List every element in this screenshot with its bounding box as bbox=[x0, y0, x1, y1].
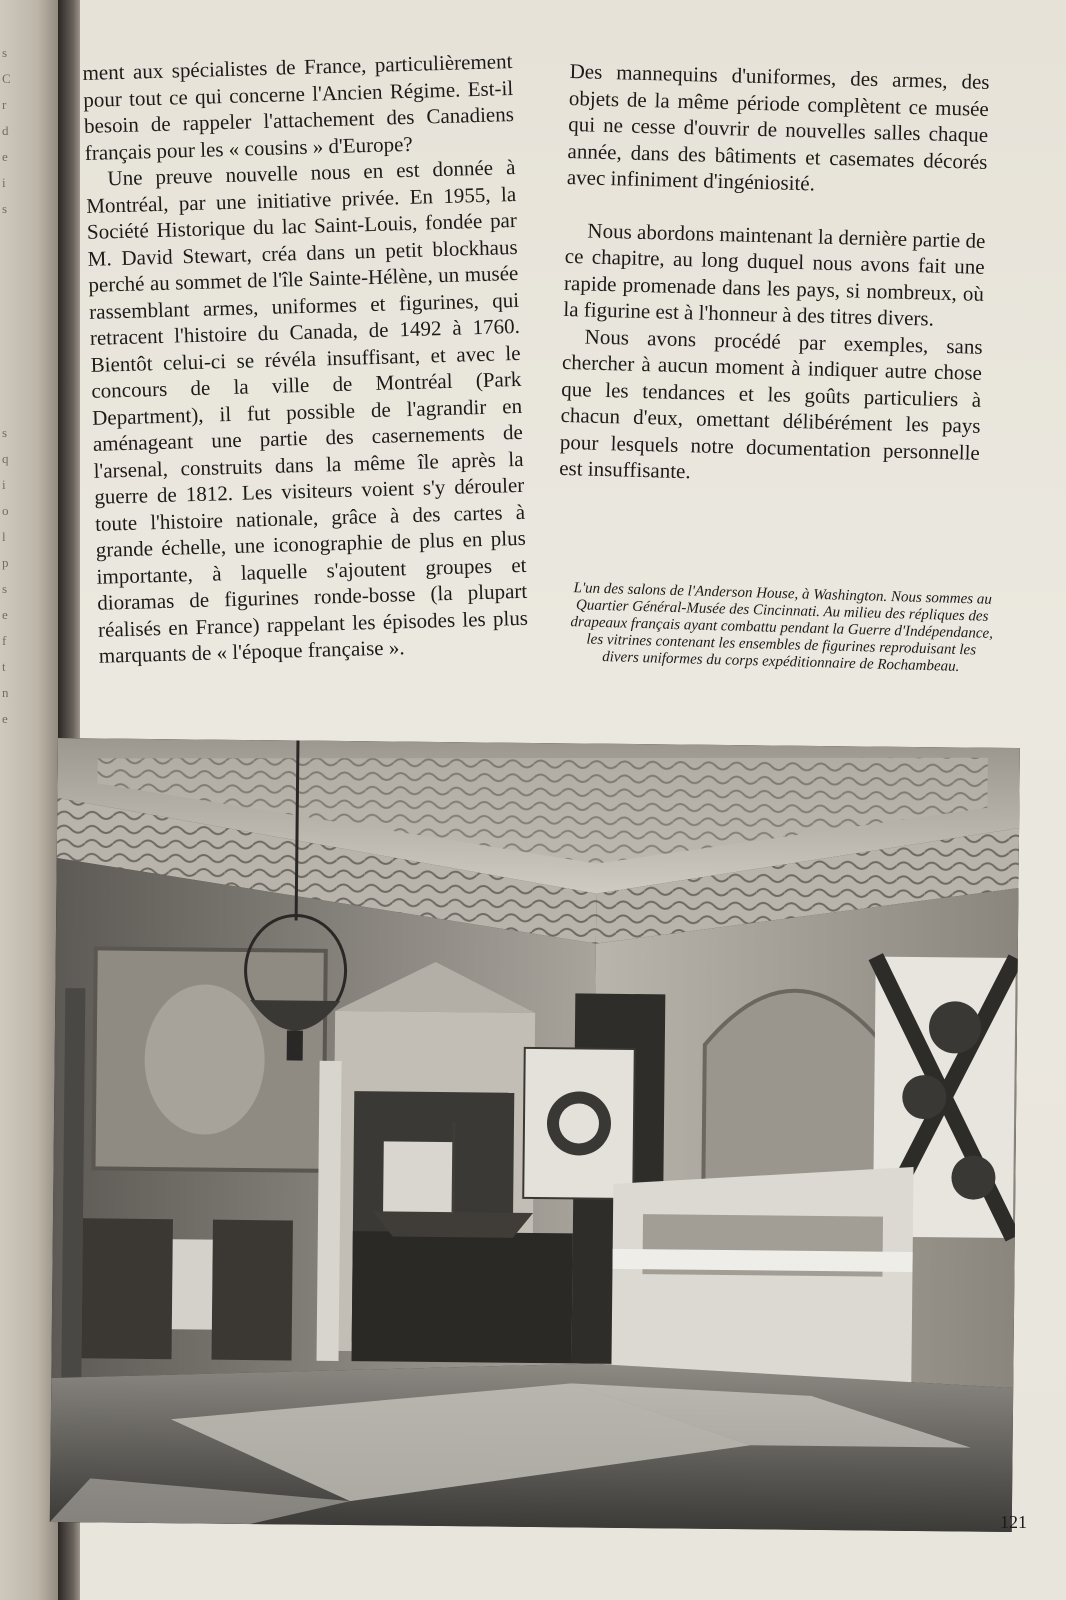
right-text-column bbox=[559, 58, 990, 492]
right-paragraph-3: Nous avons procédé par exemples, sans chercher à aucun moment à indiquer autre chose que les tendances et les goûts particuliers à chacun d'eux, omettant délibérément les pays pour lesquels notre documentation personnelle est insuffisante. bbox=[558, 323, 983, 484]
previous-page-text-fragment: s q i o l p s e f t n e bbox=[2, 425, 9, 726]
left-paragraph-1: ment aux spécialistes de France, particulièrement pour tout ce qui concerne l'Ancien Régime. Est-il besoin de rappeler l'attachement des Canadiens français pour les « cousins » d'Europe? bbox=[82, 48, 515, 165]
left-text-column bbox=[82, 48, 529, 669]
page-number: 121 bbox=[1000, 1512, 1027, 1532]
photo-caption: L'un des salons de l'Anderson House, à Washington. Nous sommes au Quartier Général-Musée des Cincinnati. Au milieu des répliques des drapeaux français ayant combattu pendant la Guerre d'Indépendance, les vitrines contenant les ensembles de figurines reproduisant les divers uniformes du corps expéditionnaire de Rochambeau. bbox=[570, 580, 994, 675]
museum-salon-photograph bbox=[50, 738, 1020, 1532]
right-paragraph-1: Des mannequins d'uniformes, des armes, des objets de la même période complètent ce musée qui ne cesse d'ouvrir de nouvelles salles chaque année, dans des bâtiments et casemates décorés avec infiniment d'ingéniosité. bbox=[566, 58, 990, 196]
left-paragraph-2: Une preuve nouvelle nous en est donnée à Montréal, par une initiative privée. En 1955, la Société Historique du lac Saint-Louis, fondée par M. David Stewart, créa dans un petit blockhaus perché au sommet de l'île Sainte-Hélène, un musée rassemblant armes, uniformes et figurines, qui retracent l'histoire du Canada, de 1492 à 1760. Bientôt celui-ci se révéla insuffisant, et avec le concours de la ville de Montréal (Park Department), il fut possible de l'agrandir en aménageant une partie des casernements de l'arsenal, construits dans la même île après la guerre de 1812. Les visiteurs voient s'y dérouler toute l'histoire nationale, grâce à des cartes à grande échelle, une iconographie de plus en plus importante, à laquelle s'ajoutent groupes et dioramas de figurines ronde-bosse (la plupart réalisés en France) rappelant les épisodes les plus marquants de « l'époque française ». bbox=[85, 154, 529, 668]
photo-illustration bbox=[50, 738, 1020, 1532]
previous-page-text-fragment: s C r d e i s bbox=[2, 45, 11, 216]
book-page bbox=[80, 0, 1066, 1600]
right-paragraph-2: Nous abordons maintenant la dernière partie de ce chapitre, au long duquel nous avons fait une rapide promenade dans les pays, si nombreux, où la figurine est à l'honneur à des titres divers. bbox=[563, 218, 986, 331]
